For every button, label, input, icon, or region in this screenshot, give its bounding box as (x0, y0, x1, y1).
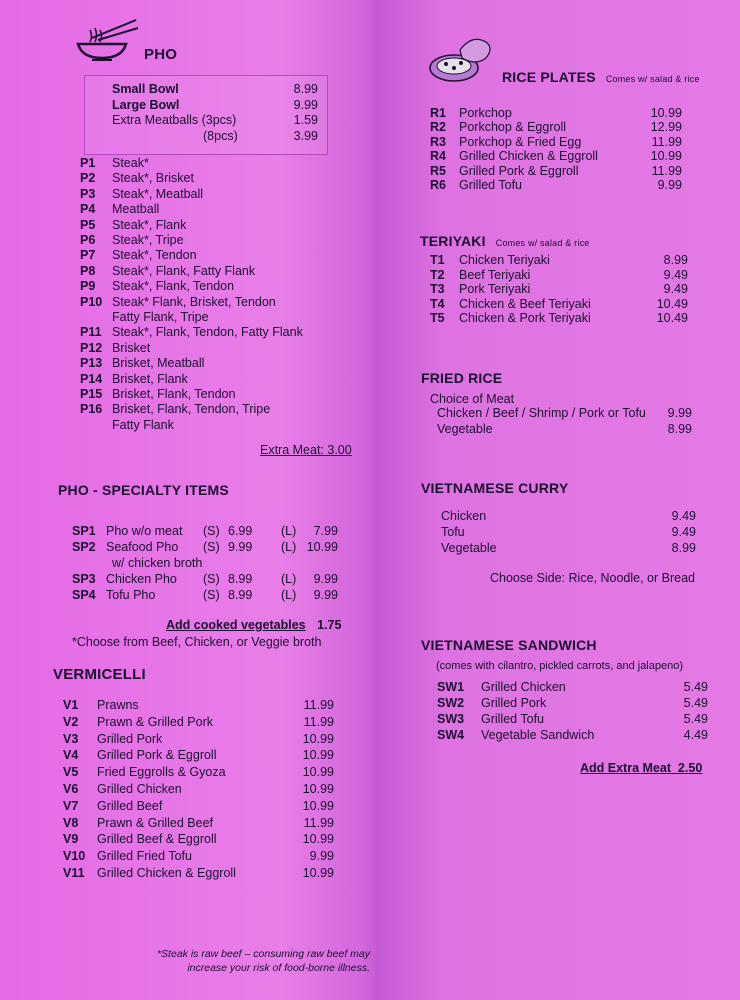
curry-row-name: Chicken (441, 509, 487, 523)
vermicelli-row-code: V5 (63, 765, 79, 780)
vermicelli-row-code: V8 (63, 815, 79, 830)
sandwich-row-price: 5.49 (683, 696, 708, 710)
pho-item-row-name: Steak*, Brisket (112, 171, 194, 186)
disclaimer-line-2: increase your risk of food-borne illness. (187, 962, 370, 974)
specialty-row-l: (L) (281, 524, 297, 538)
pho-size-row-price: 9.99 (293, 97, 318, 112)
pho-item-row-name: Steak*, Tripe (112, 233, 184, 247)
specialty-row-lp: 9.99 (313, 588, 338, 602)
sandwich-row-price: 5.49 (683, 712, 708, 726)
pho-item-row-name: Brisket (112, 340, 151, 355)
pho-item-row-code: P1 (80, 156, 96, 170)
pho-size-row-name: Extra Meatballs (3pcs) (112, 113, 237, 127)
teriyaki-heading: TERIYAKI (420, 233, 486, 249)
add-veg-line (166, 618, 341, 632)
pho-item-row-code: P11 (80, 325, 102, 340)
fried-rice-title: FRIED RICE (421, 370, 503, 386)
vermicelli-title: VERMICELLI (53, 666, 146, 683)
rice-plate-icon (428, 34, 498, 86)
pho-item-row-code: P12 (80, 340, 103, 355)
specialty-row-s: (S) (203, 524, 220, 538)
rice-plates-title (502, 69, 700, 85)
pho-item-row-name: Steak*, Tendon (112, 248, 197, 263)
teriyaki-row-name: Chicken & Beef Teriyaki (459, 296, 591, 311)
curry-row-name: Vegetable (441, 541, 497, 555)
pho-item-row-name: Steak*, Flank, Fatty Flank (112, 263, 256, 278)
rice-plate-row-price: 11.99 (651, 134, 682, 149)
vermicelli-row-price: 10.99 (302, 832, 334, 847)
curry-side-note: Choose Side: Rice, Noodle, or Bread (490, 571, 695, 585)
teriyaki-row-code: T5 (430, 311, 445, 326)
sandwich-row-name: Grilled Pork (481, 696, 547, 710)
pho-item-row-code: P13 (80, 356, 103, 371)
specialty-row-name: Seafood Pho (106, 540, 179, 554)
pho-item-row-code: P9 (80, 279, 96, 294)
pho-item-row-code: P10 (80, 294, 103, 309)
disclaimer (140, 948, 370, 974)
teriyaki-row-code: T3 (430, 282, 445, 297)
vermicelli-row-price: 11.99 (303, 698, 334, 712)
sandwich-title: VIETNAMESE SANDWICH (421, 637, 597, 653)
pho-item-row-name: Brisket, Meatball (112, 356, 205, 371)
sandwich-note: (comes with cilantro, pickled carrots, and jalapeno) (436, 660, 684, 672)
sandwich-extra-meat: Add Extra Meat 2.50 (580, 761, 703, 775)
teriyaki-row-name: Pork Teriyaki (459, 282, 531, 297)
sandwich-row-code: SW1 (437, 680, 465, 694)
rice-plate-row-name: Grilled Tofu (459, 178, 522, 192)
curry-title: VIETNAMESE CURRY (421, 480, 569, 496)
specialty-row-name: Chicken Pho (106, 572, 177, 586)
vermicelli-row-code: V2 (63, 714, 79, 729)
curry-row-price: 8.99 (671, 541, 696, 555)
pho-item-row-name: Steak* (112, 156, 149, 170)
fried-rice-choice: Choice of Meat (430, 392, 515, 406)
pho-item-row-code: P8 (80, 263, 96, 278)
vermicelli-row-code: V3 (63, 731, 79, 746)
vermicelli-row-name: Grilled Chicken (97, 782, 182, 796)
rice-plate-row-name: Porkchop (459, 106, 512, 120)
teriyaki-row-name: Chicken Teriyaki (459, 253, 550, 267)
pho-item-row-name: Meatball (112, 202, 160, 217)
vermicelli-row-price: 10.99 (302, 748, 334, 763)
pho-item-row-name: Steak*, Flank, Tendon, Fatty Flank (112, 325, 303, 340)
vermicelli-row-name: Grilled Pork & Eggroll (97, 748, 217, 763)
sandwich-row-name: Grilled Tofu (481, 712, 544, 726)
pho-item-row-code: P4 (80, 202, 96, 217)
vermicelli-row-code: V4 (63, 748, 79, 763)
teriyaki-row-price: 9.49 (663, 282, 688, 297)
teriyaki-row-price: 8.99 (663, 253, 688, 267)
pho-item-row-code: P3 (80, 186, 96, 201)
fried-rice-row-name: Chicken / Beef / Shrimp / Pork or Tofu (437, 406, 646, 420)
teriyaki-row-name: Beef Teriyaki (459, 267, 531, 282)
teriyaki-row-name: Chicken & Pork Teriyaki (459, 311, 591, 326)
pho-item-row-name: Steak* Flank, Brisket, Tendon (112, 294, 276, 309)
specialty-row-lp: 10.99 (306, 540, 338, 554)
pho-item-row-name: Steak*, Flank (112, 217, 187, 232)
vermicelli-row-price: 11.99 (303, 714, 334, 729)
pho-item-row-name: Brisket, Flank (112, 371, 188, 386)
teriyaki-subtitle: Comes w/ salad & rice (495, 238, 590, 248)
vermicelli-row-name: Fried Eggrolls & Gyoza (97, 765, 226, 780)
fried-rice-row-name: Vegetable (437, 422, 493, 436)
specialty-row-code: SP4 (72, 588, 96, 602)
specialty-row-l: (L) (281, 588, 297, 602)
vermicelli-row-price: 10.99 (302, 782, 334, 796)
vermicelli-row-code: V1 (63, 698, 79, 712)
rice-plate-row-code: R4 (430, 149, 446, 164)
rice-plate-row-code: R6 (430, 178, 446, 192)
specialty-row-l: (L) (281, 572, 297, 586)
vermicelli-row-name: Grilled Fried Tofu (97, 849, 192, 864)
pho-extra-meat: Extra Meat: 3.00 (260, 443, 352, 457)
rice-plate-row-name: Grilled Pork & Eggroll (459, 163, 579, 178)
specialty-row-code: SP3 (72, 572, 96, 586)
rice-plate-row-code: R3 (430, 134, 446, 149)
sandwich-row-price: 4.49 (683, 728, 708, 742)
vermicelli-row-price: 10.99 (302, 798, 334, 813)
specialty-row-sp: 8.99 (228, 588, 253, 602)
teriyaki-row-code: T2 (430, 267, 445, 282)
fried-rice-row-price: 9.99 (667, 406, 692, 420)
rice-plates-heading: RICE PLATES (502, 69, 596, 85)
sandwich-row-name: Grilled Chicken (481, 680, 566, 694)
vermicelli-row-price: 11.99 (303, 815, 334, 830)
sandwich-row-code: SW2 (437, 696, 465, 710)
specialty-row-s: (S) (203, 588, 220, 602)
teriyaki-row-price: 9.49 (663, 267, 688, 282)
pho-title: PHO (144, 46, 178, 63)
pho-item-row-name: Steak*, Meatball (112, 186, 204, 201)
vermicelli-row-name: Prawn & Grilled Beef (97, 815, 214, 830)
vermicelli-row-code: V11 (63, 866, 85, 880)
pho-item-row-code: P16 (80, 402, 103, 417)
pho-item-row-name: Fatty Flank, Tripe (112, 310, 209, 324)
pho-size-row-name: Large Bowl (112, 97, 180, 112)
vermicelli-row-price: 10.99 (302, 731, 334, 746)
vermicelli-row-price: 10.99 (302, 866, 334, 880)
sandwich-row-code: SW3 (437, 712, 465, 726)
pho-item-row-name: Brisket, Flank, Tendon (112, 387, 236, 401)
specialty-row-s: (S) (203, 540, 220, 554)
vermicelli-row-code: V9 (63, 832, 79, 847)
add-veg-label: Add cooked vegetables (166, 618, 306, 632)
pho-item-row-code: P7 (80, 248, 96, 263)
rice-plate-row-name: Porkchop & Fried Egg (459, 134, 582, 149)
pho-item-row-name: Fatty Flank (112, 417, 174, 432)
broth-note: *Choose from Beef, Chicken, or Veggie broth (72, 635, 322, 649)
specialty-row-name: w/ chicken broth (112, 556, 203, 570)
vermicelli-row-name: Grilled Beef & Eggroll (97, 832, 217, 847)
rice-plate-row-code: R1 (430, 106, 446, 120)
rice-plate-row-price: 12.99 (650, 120, 682, 135)
pho-size-row-price: 3.99 (293, 128, 318, 143)
vermicelli-row-name: Grilled Beef (97, 798, 163, 813)
specialty-row-sp: 6.99 (228, 524, 253, 538)
pho-item-row-code: P2 (80, 171, 96, 186)
vermicelli-row-price: 9.99 (309, 849, 334, 864)
add-veg-price: 1.75 (317, 618, 342, 632)
vermicelli-row-code: V7 (63, 798, 79, 813)
rice-plate-row-price: 10.99 (650, 106, 682, 120)
noodle-bowl-icon (74, 16, 140, 62)
pho-item-row-name: Brisket, Flank, Tendon, Tripe (112, 402, 271, 417)
pho-item-row-code: P14 (80, 371, 103, 386)
pho-size-row-price: 1.59 (293, 113, 318, 127)
teriyaki-row-code: T4 (430, 296, 445, 311)
teriyaki-row-price: 10.49 (656, 311, 688, 326)
rice-plate-row-price: 11.99 (651, 163, 682, 178)
rice-plate-row-price: 9.99 (657, 178, 682, 192)
specialty-row-name: Tofu Pho (106, 588, 156, 602)
specialty-row-l: (L) (281, 540, 297, 554)
vermicelli-row-name: Prawn & Grilled Pork (97, 714, 214, 729)
specialty-row-s: (S) (203, 572, 220, 586)
sandwich-row-name: Vegetable Sandwich (481, 728, 595, 742)
rice-plate-row-name: Porkchop & Eggroll (459, 120, 567, 135)
teriyaki-row-code: T1 (430, 253, 445, 267)
vermicelli-row-name: Grilled Pork (97, 731, 163, 746)
sandwich-row-code: SW4 (437, 728, 465, 742)
pho-size-row-price: 8.99 (293, 82, 318, 96)
rice-plate-row-code: R2 (430, 120, 446, 135)
teriyaki-title (420, 233, 589, 249)
specialty-row-sp: 8.99 (228, 572, 253, 586)
vermicelli-row-code: V6 (63, 782, 79, 796)
vermicelli-row-name: Grilled Chicken & Eggroll (97, 866, 236, 880)
disclaimer-line-1: *Steak is raw beef – consuming raw beef may (156, 948, 370, 960)
specialty-row-sp: 9.99 (228, 540, 253, 554)
pho-size-row-name: Small Bowl (112, 82, 179, 96)
pho-item-row-name: Steak*, Flank, Tendon (112, 279, 235, 294)
vermicelli-row-price: 10.99 (302, 765, 334, 780)
rice-plates-subtitle: Comes w/ salad & rice (605, 74, 700, 84)
vermicelli-row-code: V10 (63, 849, 86, 864)
specialty-title: PHO - SPECIALTY ITEMS (58, 482, 229, 498)
specialty-row-code: SP2 (72, 540, 96, 554)
rice-plate-row-name: Grilled Chicken & Eggroll (459, 149, 598, 164)
curry-row-name: Tofu (441, 525, 465, 539)
sandwich-row-price: 5.49 (683, 680, 708, 694)
specialty-row-name: Pho w/o meat (106, 524, 183, 538)
pho-item-row-code: P15 (80, 387, 103, 401)
curry-row-price: 9.49 (671, 525, 696, 539)
curry-row-price: 9.49 (671, 509, 696, 523)
specialty-row-lp: 9.99 (313, 572, 338, 586)
pho-size-row-name: (8pcs) (203, 128, 238, 143)
teriyaki-row-price: 10.49 (656, 296, 688, 311)
pho-item-row-code: P6 (80, 233, 96, 247)
specialty-row-code: SP1 (72, 524, 96, 538)
pho-item-row-code: P5 (80, 217, 96, 232)
vermicelli-row-name: Prawns (97, 698, 139, 712)
specialty-row-lp: 7.99 (313, 524, 338, 538)
fried-rice-row-price: 8.99 (667, 422, 692, 436)
rice-plate-row-code: R5 (430, 163, 446, 178)
rice-plate-row-price: 10.99 (650, 149, 682, 164)
